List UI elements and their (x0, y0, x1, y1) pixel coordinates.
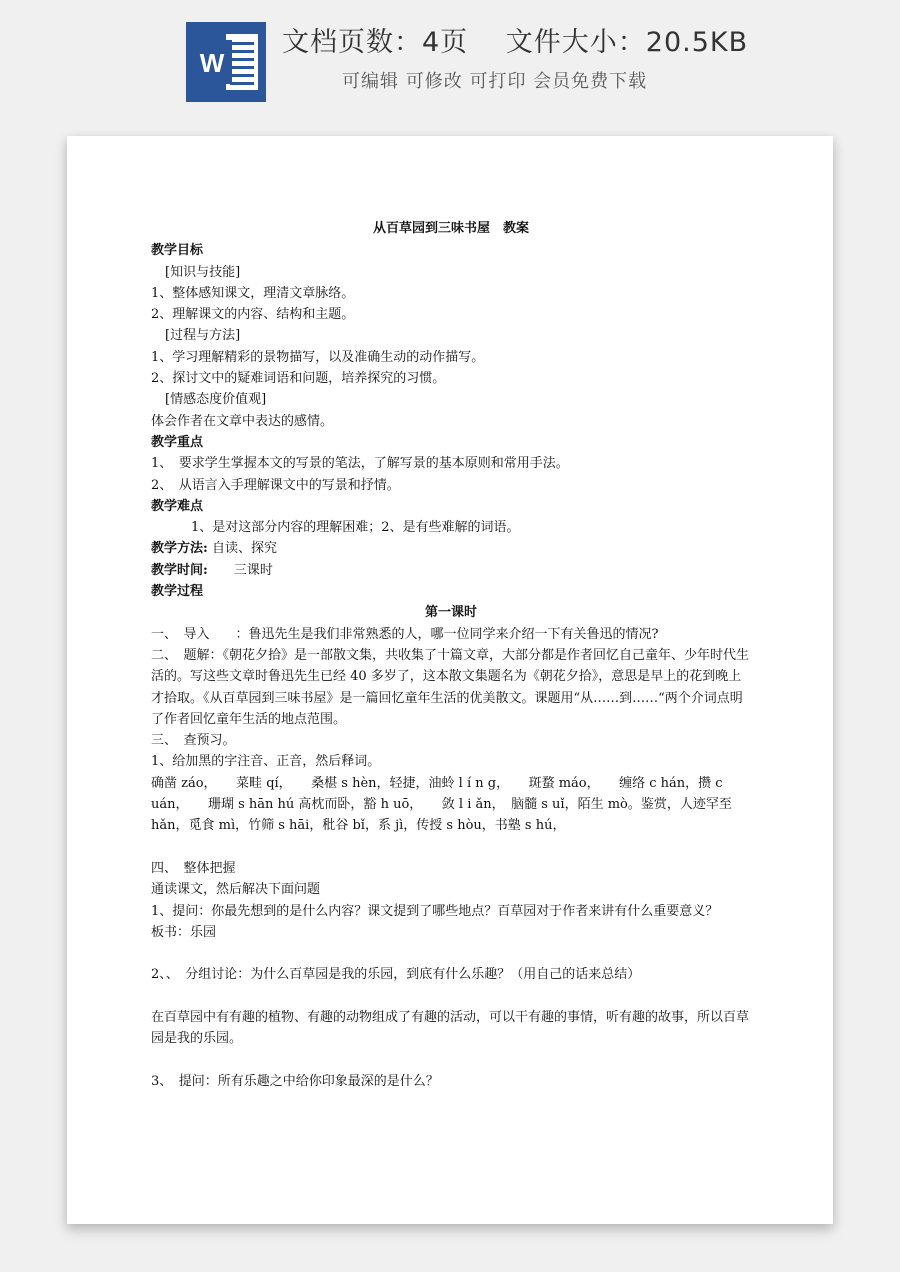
process-method-item: 2、探讨文中的疑难词语和问题，培养探究的习惯。 (151, 371, 446, 387)
knowledge-skills-item: 2、理解课文的内容、结构和主题。 (151, 307, 355, 323)
step-title-explanation: 二、 题解：《朝花夕拾》是一部散文集，共收集了十篇文章，大部分都是作者回忆自己童年、少年时代生活的。写这些文章时鲁迅先生已经 40 多岁了，这本散文集题名为《朝花夕拾》，意思是早上的花到晚上才拾取。《从百草园到三味书屋》是一篇回忆童年生活的优美散文。课题用“从……到……“两个介词点明了作者回忆童年生活的地点范围。 (151, 647, 750, 727)
goal-heading: 教学目标 (151, 243, 204, 259)
preview-instruction: 1、给加黑的字注音、正音，然后释词。 (151, 754, 381, 770)
method-line (151, 538, 751, 559)
knowledge-skills-heading: [知识与技能] (165, 264, 241, 280)
difficulty-item: 1、是对这部分内容的理解困难；2、是有些难解的词语。 (191, 520, 520, 536)
time-label: 教学时间: (151, 562, 208, 578)
blank-line (151, 837, 751, 858)
word-document-icon (186, 22, 266, 102)
board-note: 板书：乐园 (151, 924, 217, 940)
step-preview: 三、 查预习。 (151, 733, 236, 749)
emotion-attitude-item: 体会作者在文章中表达的感情。 (151, 413, 334, 429)
process-heading: 教学过程 (151, 584, 204, 600)
process-method-item: 1、学习理解精彩的景物描写，以及准确生动的动作描写。 (151, 349, 485, 365)
document-info-subtitle: 可编辑 可修改 可打印 会员免费下载 (342, 71, 648, 92)
step-intro: 一、 导入 ：鲁迅先生是我们非常熟悉的人，哪一位同学来介绍一下有关鲁迅的情况? (151, 626, 659, 642)
lesson-one-heading: 第一课时 (424, 605, 477, 621)
question-three: 3、 提问：所有乐趣之中给你印象最深的是什么？ (151, 1073, 439, 1089)
key-point-item: 2、 从语言入手理解课文中的写景和抒情。 (151, 477, 400, 493)
time-line (151, 560, 751, 581)
key-point-item: 1、 要求学生掌握本文的写景的笔法，了解写景的基本原则和常用手法。 (151, 456, 569, 472)
document-info-title: 文档页数：4页 文件大小：20.5KB (282, 27, 749, 58)
process-method-heading: [过程与方法] (165, 328, 241, 344)
time-value: 三课时 (207, 562, 273, 578)
difficulty-heading: 教学难点 (151, 498, 204, 514)
blank-line (151, 1050, 751, 1071)
document-page (67, 136, 833, 1224)
blank-line (151, 943, 751, 964)
step-overall: 四、 整体把握 (151, 860, 236, 876)
question-one: 1、提问：你最先想到的是什么内容？课文提到了哪些地点？百草园对于作者来讲有什么重要意义？ (151, 903, 719, 919)
question-two: 2、、 分组讨论：为什么百草园是我的乐园，到底有什么乐趣？（用自己的话来总结） (151, 967, 641, 983)
header-banner (0, 0, 900, 118)
svg-text:W: W (199, 48, 225, 78)
emotion-attitude-heading: [情感态度价值观] (165, 392, 267, 408)
key-points-heading: 教学重点 (151, 434, 204, 450)
blank-line (151, 986, 751, 1007)
method-value: 自读、探究 (207, 541, 277, 557)
knowledge-skills-item: 1、整体感知课文，理清文章脉络。 (151, 285, 355, 301)
vocabulary-list: 确凿 záo， 菜畦 qí， 桑椹 s hèn，轻捷，油蛉 l í n g， 斑蝥 máo， 缠络 c hán，攒 c uán， 珊瑚 s hān hú 高枕而卧，豁 h uō， 敛 l i ǎn， 脑髓 s uǐ，陌生 mò。鉴赏，人迹罕至 hǎn，觅食 mì，竹筛 s hāi，秕谷 bǐ，系 jì，传授 s hòu，书塾 s hú， (151, 775, 732, 834)
overall-intro: 通读课文，然后解决下面问题 (151, 882, 321, 898)
method-label: 教学方法: (151, 541, 208, 557)
answer-two: 在百草园中有有趣的植物、有趣的动物组成了有趣的活动，可以干有趣的事情，听有趣的故事，所以百草园是我的乐园。 (151, 1009, 750, 1047)
document-body (151, 218, 751, 1092)
doc-title: 从百草园到三味书屋 教案 (372, 221, 529, 236)
